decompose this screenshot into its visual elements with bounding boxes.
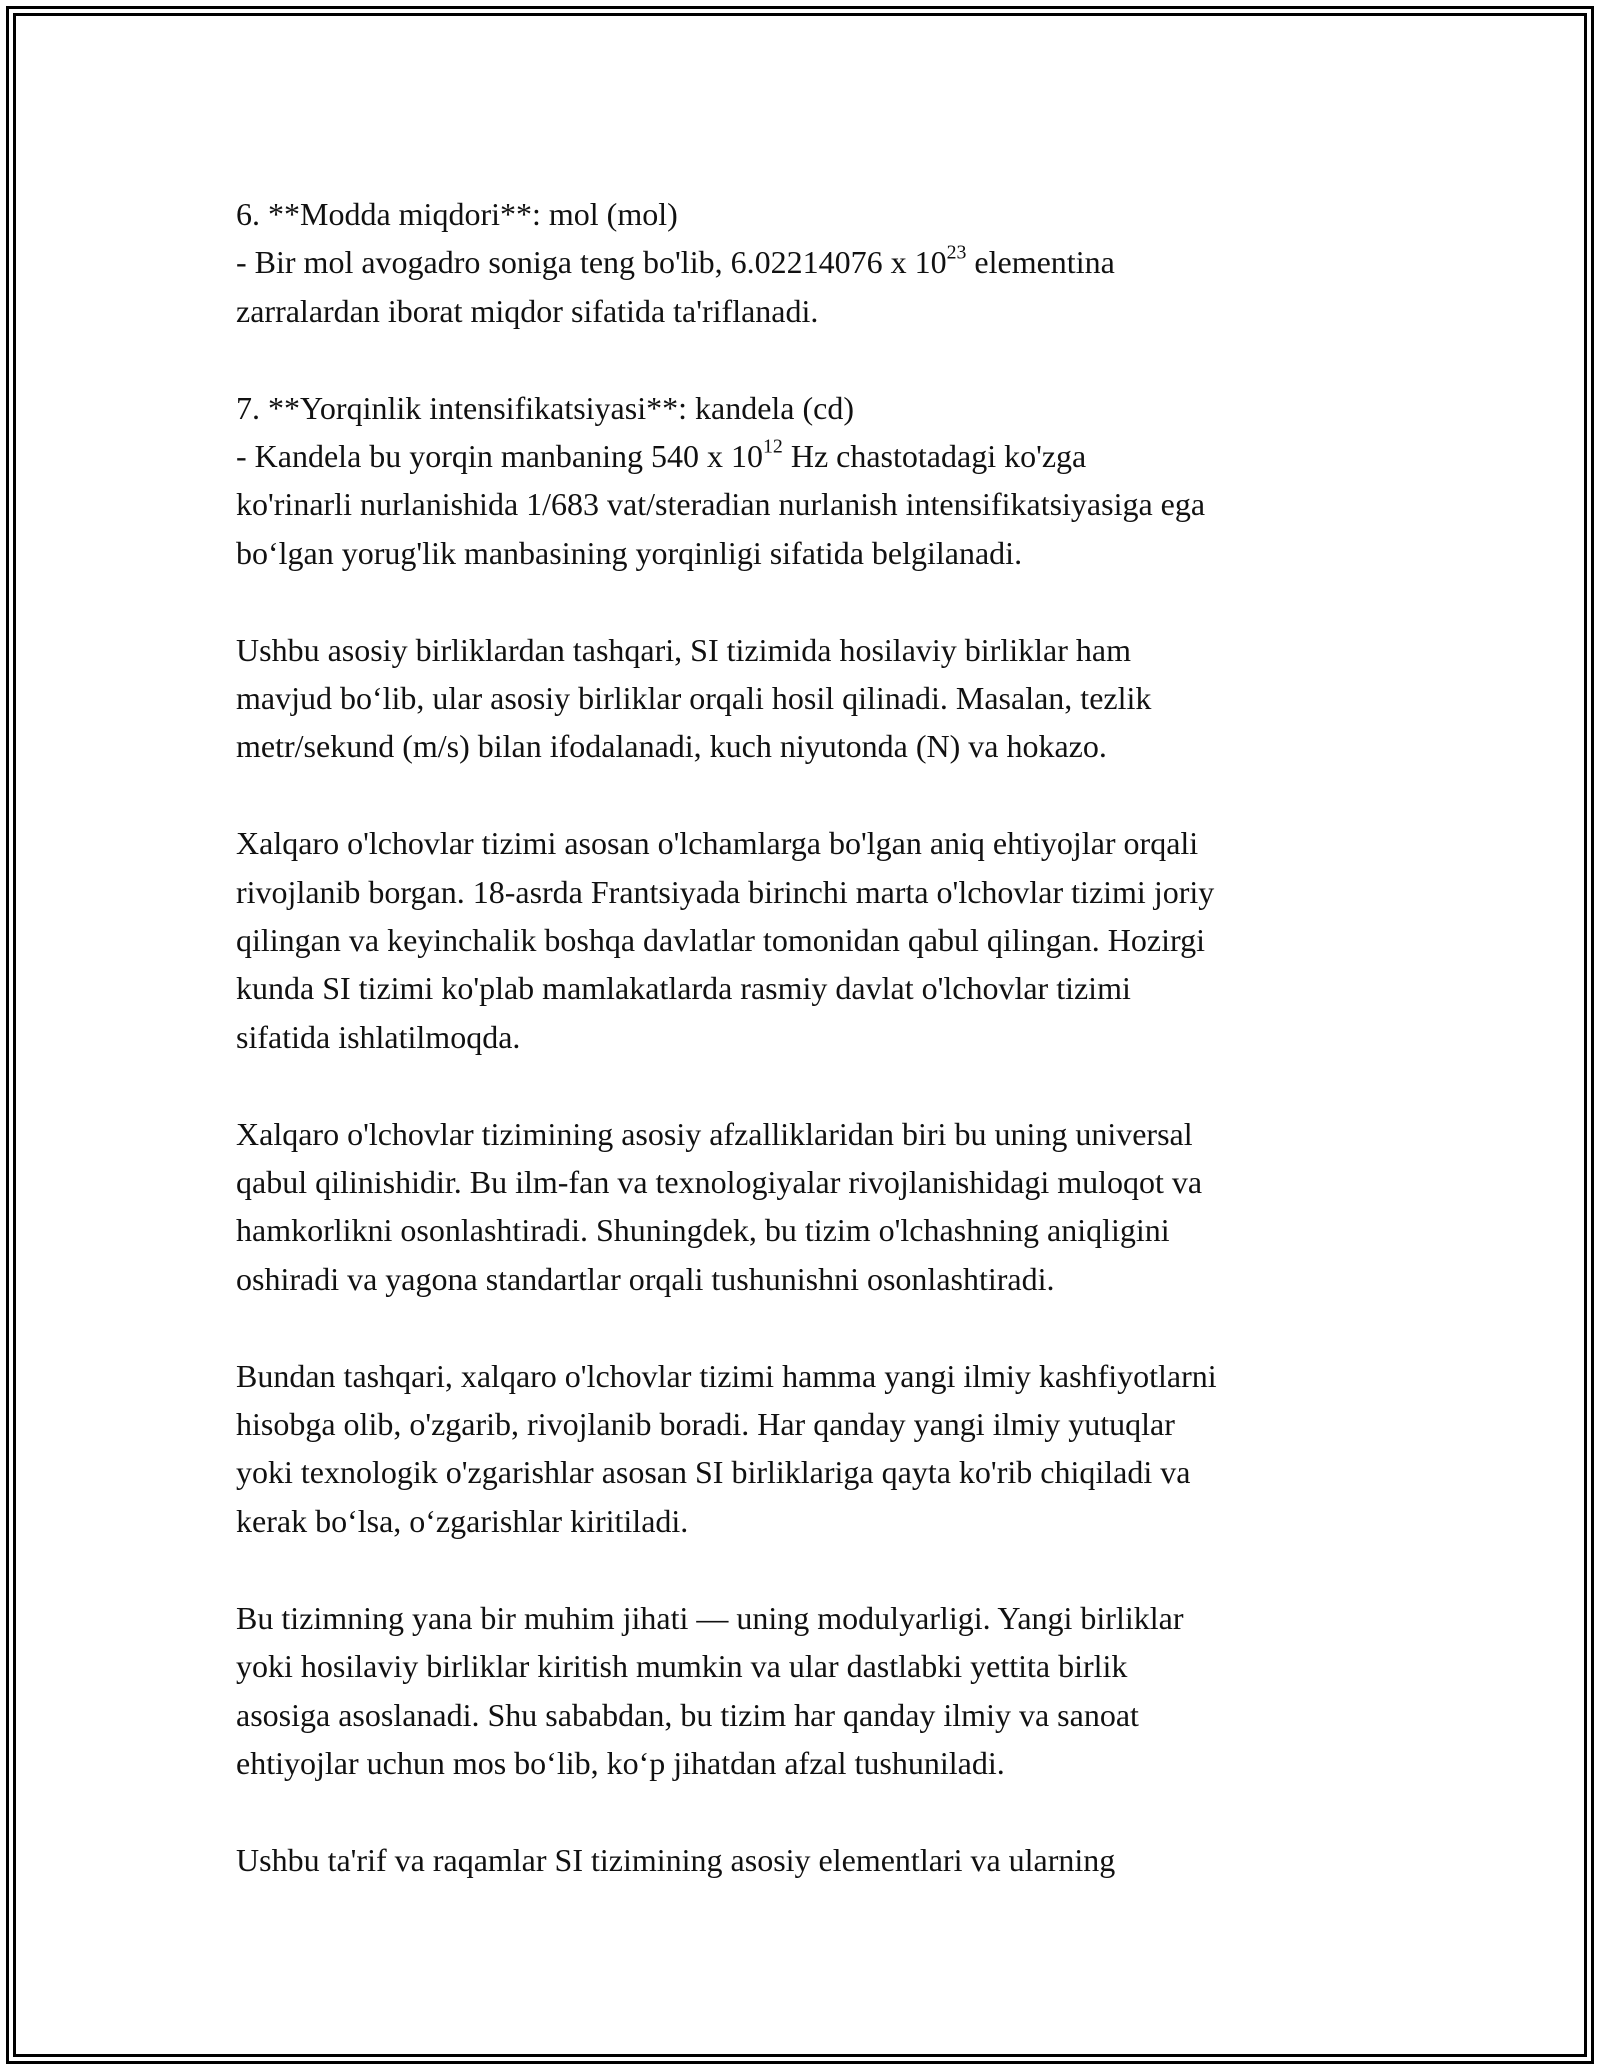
list-item-heading: 7. **Yorqinlik intensifikatsiyasi**: kandela (cd) (236, 389, 854, 426)
list-item-text: - Kandela bu yorqin manbaning 540 x 10 (236, 438, 763, 475)
list-item-text: - Bir mol avogadro soniga teng bo'lib, 6.02214076 x 10 (236, 244, 947, 281)
list-item-heading: 6. **Modda miqdori**: mol (mol) (236, 196, 678, 232)
list-item-text: bo‘lgan yorug'lik manbasining yorqinligi sifatida belgilanadi. (236, 534, 1023, 571)
list-item-text: ko'rinarli nurlanishida 1/683 vat/steradian nurlanish intensifikatsiyasiga ega (236, 486, 1206, 523)
paragraph: Ushbu asosiy birliklardan tashqari, SI tizimida hosilaviy birliklar ham mavjud bo‘lib, ular asosiy birliklar orqali hosil qilinadi. Masalan, tezlik metr/sekund (m/s) bilan ifodalanadi, kuch niyutonda (N) va hokazo. (236, 631, 1152, 765)
superscript-exponent: 12 (763, 435, 783, 458)
list-item-text: Hz chastotadagi ko'zga (782, 438, 1087, 475)
list-item-text: elementina (966, 244, 1115, 281)
paragraph: Ushbu ta'rif va raqamlar SI tizimining asosiy elementlari va ularning (236, 1841, 1116, 1878)
paragraph: Xalqaro o'lchovlar tizimi asosan o'lchamlarga bo'lgan aniq ehtiyojlar orqali rivojlanib borgan. 18-asrda Frantsiyada birinchi marta o'lchovlar tizimi joriy qilingan va keyinchalik boshqa davlatlar tomonidan qabul qilingan. Hozirgi kunda SI tizimi ko'plab mamlakatlarda rasmiy davlat o'lchovlar tizimi sifatida ishlatilmoqda. (236, 825, 1215, 1055)
paragraph: Bundan tashqari, xalqaro o'lchovlar tizimi hamma yangi ilmiy kashfiyotlarni hisobga olib, o'zgarib, rivojlanib boradi. Har qanday yangi ilmiy yutuqlar yoki texnologik o'zgarishlar asosan SI birliklariga qayta ko'rib chiqiladi va kerak bo‘lsa, o‘zgarishlar kiritiladi. (236, 1357, 1217, 1539)
paragraph-amount-of-substance (236, 190, 1386, 335)
superscript-exponent: 23 (946, 242, 967, 265)
list-item-text: zarralardan iborat miqdor sifatida ta'riflanadi. (236, 292, 819, 329)
paragraph: Bu tizimning yana bir muhim jihati — uning modulyarligi. Yangi birliklar yoki hosilaviy birliklar kiritish mumkin va ular dastlabki yettita birlik asosiga asoslanadi. Shu sababdan, bu tizim har qanday ilmiy va sanoat ehtiyojlar uchun mos bo‘lib, ko‘p jihatdan afzal tushuniladi. (236, 1599, 1184, 1781)
document-body (236, 190, 1386, 1884)
paragraph: Xalqaro o'lchovlar tizimining asosiy afzalliklaridan biri bu uning universal qabul qilinishidir. Bu ilm-fan va texnologiyalar rivojlanishidagi muloqot va hamkorlikni osonlashtiradi. Shuningdek, bu tizim o'lchashning aniqligini oshiradi va yagona standartlar orqali tushunishni osonlashtiradi. (236, 1115, 1203, 1297)
paragraph-luminous-intensity (236, 384, 1386, 578)
